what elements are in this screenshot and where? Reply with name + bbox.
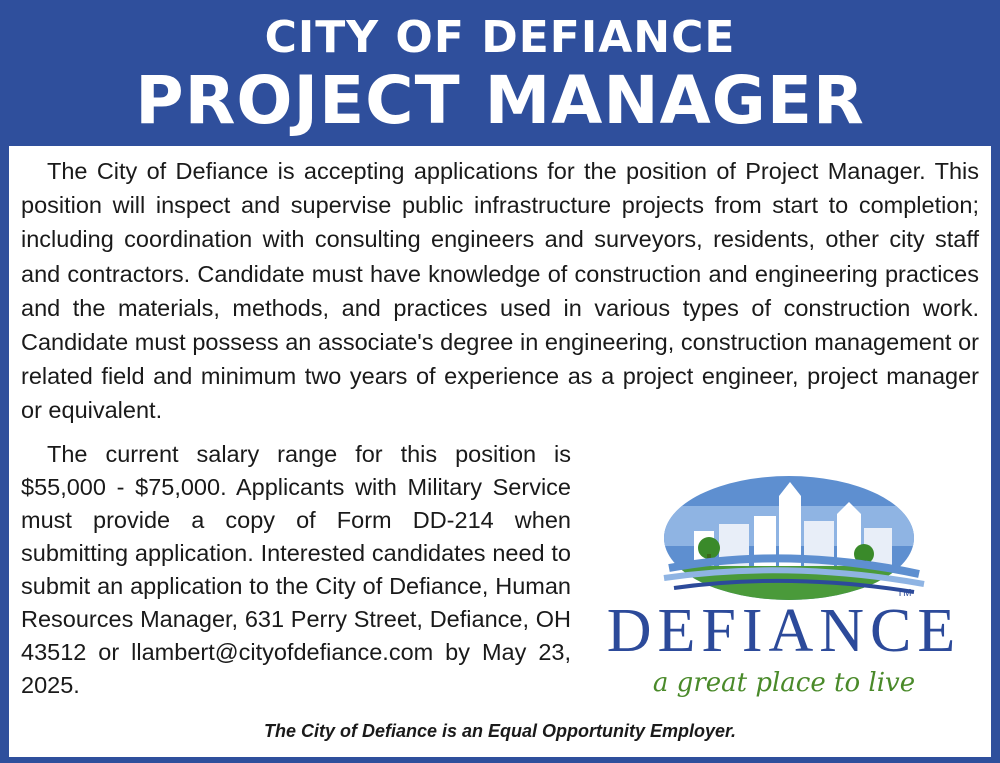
job-title: PROJECT MANAGER — [135, 62, 865, 139]
ad-body-panel — [9, 146, 991, 757]
salary-application-text: The current salary range for this position is $55,000 - $75,000. Applicants with Military Service must provide a copy of Form DD-214 when submitting application. Interested candidates need to submit an application to the City of Defiance, Human Resources Manager, 631 Perry Street, Defiance, OH 43512 or llambert@cityofdefiance.com by May 23, 2025. — [21, 441, 571, 698]
job-description-paragraph — [21, 154, 979, 428]
logo-tagline: a great place to live — [652, 668, 916, 698]
eeo-statement: The City of Defiance is an Equal Opportunity Employer. — [263, 721, 737, 741]
job-description-text: The City of Defiance is accepting applications for the position of Project Manager. This position will inspect and supervise public infrastructure projects from start to completion; including coordination with consulting engineers and surveyors, residents, other city staff and contractors. Candidate must have knowledge of construction and engineering practices and the materials, methods, and practices used in various types of construction work. Candidate must possess an associate's degree in engineering, construction management or related field and minimum two years of experience as a project engineer, project manager or equivalent. — [21, 158, 979, 424]
defiance-logo — [579, 476, 989, 716]
employer-title: CITY OF DEFIANCE — [264, 12, 736, 63]
trademark-mark: TM — [897, 588, 912, 599]
ad-header — [0, 0, 1000, 142]
logo-wordmark: DEFIANCE — [606, 597, 962, 665]
salary-application-paragraph — [21, 438, 571, 702]
city-skyline-icon — [579, 476, 989, 606]
